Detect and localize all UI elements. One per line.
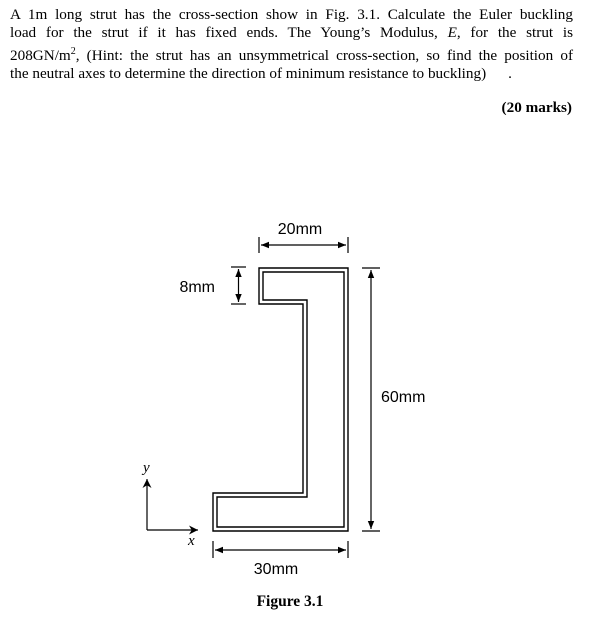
modulus-value: 208GN/m (10, 46, 71, 64)
hint-text: , (Hint: the strut has an unsymmetrical cross-section, so find the position of (75, 46, 573, 64)
cross-section-outline (213, 268, 348, 531)
dimension-bottom-width (213, 541, 348, 558)
dimension-height (362, 268, 380, 531)
dimension-thickness-label: 8mm (179, 279, 215, 296)
dimension-thickness (231, 267, 246, 304)
modulus-exponent: 2 (70, 45, 76, 57)
coordinate-axes (147, 479, 198, 530)
figure-caption: Figure 3.1 (256, 593, 324, 610)
dimension-bottom-width-label: 30mm (253, 561, 299, 578)
dimension-height-label: 60mm (381, 389, 426, 406)
y-axis-label: y (143, 460, 150, 476)
marks-label: (20 marks) (501, 99, 572, 116)
x-axis-label: x (188, 533, 195, 549)
question-line-2: load for the strut if it has fixed ends. The Young’s Modulus, E, for the strut is (10, 24, 573, 42)
dimension-top-width (259, 237, 348, 253)
trailing-dot: . (508, 65, 512, 83)
question-line-1: A 1m long strut has the cross-section show in Fig. 3.1. Calculate the Euler buckling (10, 6, 573, 23)
dimension-top-width-label: 20mm (277, 221, 323, 238)
question-line-4-text: the neutral axes to determine the direction of minimum resistance to buckling) (10, 65, 487, 83)
